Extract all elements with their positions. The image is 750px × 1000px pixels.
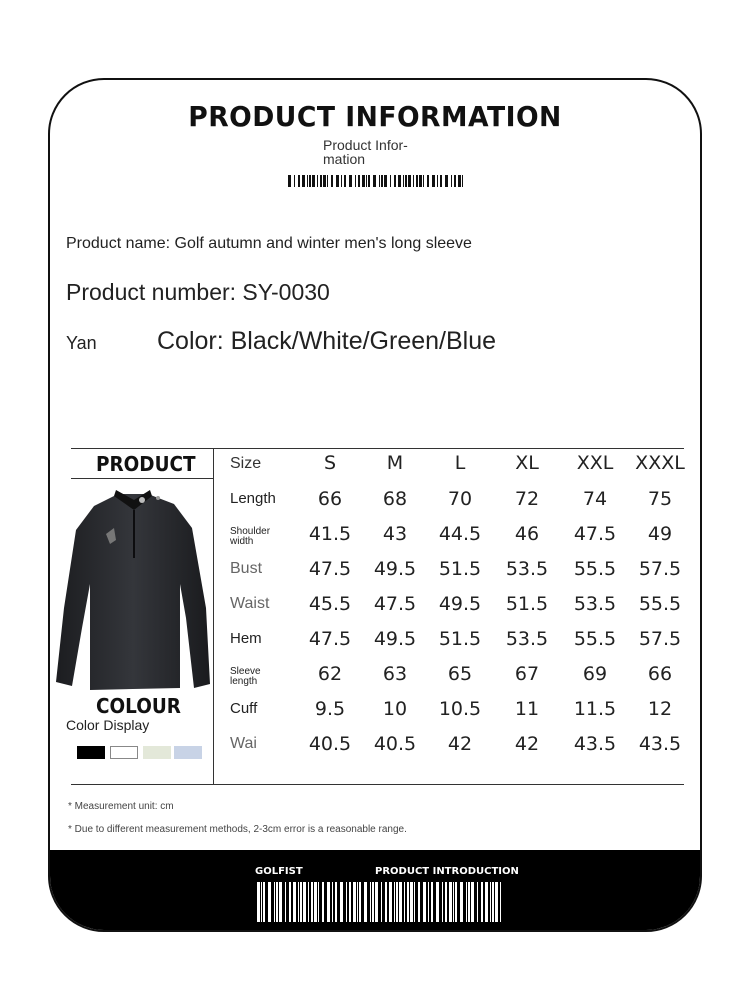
barcode-bar <box>389 882 392 922</box>
barcode-bar <box>423 882 426 922</box>
barcode-bar <box>432 175 435 187</box>
yan-label: Yan <box>66 333 97 353</box>
product-introduction-label: PRODUCT INTRODUCTION <box>375 866 519 877</box>
barcode-bar <box>373 175 376 187</box>
table-cell: 63 <box>382 663 408 685</box>
barcode-bar <box>307 175 308 187</box>
table-cell: 57.5 <box>638 628 682 650</box>
color-swatch <box>174 746 202 759</box>
barcode-bar <box>263 882 265 922</box>
product-info-card <box>48 78 702 932</box>
barcode-bar <box>285 882 286 922</box>
barcode-bar <box>268 882 271 922</box>
barcode-bar <box>375 882 378 922</box>
barcode-bar <box>405 175 407 187</box>
barcode-decoration-top <box>288 175 464 187</box>
table-cell: 66 <box>647 663 673 685</box>
barcode-bar <box>344 175 346 187</box>
table-cell: 49.5 <box>373 558 417 580</box>
size-header: Size <box>230 455 262 472</box>
table-cell: 45.5 <box>308 593 352 615</box>
barcode-bar <box>399 882 402 922</box>
barcode-bar <box>453 882 454 922</box>
barcode-bar <box>300 882 302 922</box>
table-cell: 74 <box>582 488 608 510</box>
row-label: Waist <box>230 595 270 612</box>
color-swatch <box>110 746 138 759</box>
table-cell: 66 <box>317 488 343 510</box>
barcode-bar <box>318 882 319 922</box>
barcode-bar <box>364 882 367 922</box>
barcode-bar <box>322 882 324 922</box>
barcode-bar <box>492 882 494 922</box>
barcode-bar <box>408 175 411 187</box>
row-label: Hem <box>230 630 262 647</box>
barcode-bar <box>485 882 488 922</box>
table-cell: 55.5 <box>573 628 617 650</box>
barcode-bar <box>481 882 483 922</box>
table-cell: 53.5 <box>573 593 617 615</box>
barcode-bar <box>398 175 401 187</box>
table-cell: 10.5 <box>438 698 482 720</box>
barcode-decoration-bottom <box>257 882 503 922</box>
table-cell: 12 <box>647 698 673 720</box>
barcode-bar <box>370 882 371 922</box>
barcode-bar <box>500 882 501 922</box>
table-cell: 49.5 <box>373 628 417 650</box>
product-number: Product number: SY-0030 <box>66 279 330 305</box>
barcode-bar <box>466 882 467 922</box>
barcode-bar <box>418 882 420 922</box>
table-cell: 43.5 <box>573 733 617 755</box>
row-label: Shoulder width <box>230 526 271 547</box>
barcode-bar <box>353 882 356 922</box>
barcode-bar <box>341 175 342 187</box>
barcode-bar <box>320 175 322 187</box>
barcode-bar <box>381 175 383 187</box>
row-label: Length <box>230 490 276 507</box>
color-swatch <box>143 746 171 759</box>
table-cell: 11 <box>514 698 540 720</box>
barcode-bar <box>414 882 415 922</box>
barcode-bar <box>428 882 429 922</box>
barcode-bar <box>390 175 391 187</box>
barcode-bar <box>416 175 418 187</box>
barcode-bar <box>455 882 457 922</box>
table-cell: 46 <box>514 523 540 545</box>
table-cell: 69 <box>582 663 608 685</box>
barcode-bar <box>302 175 305 187</box>
table-cell: 10 <box>382 698 408 720</box>
barcode-bar <box>449 882 452 922</box>
barcode-bar <box>274 882 275 922</box>
color-swatch <box>77 746 105 759</box>
barcode-bar <box>381 882 382 922</box>
barcode-bar <box>451 175 452 187</box>
barcode-bar <box>372 882 374 922</box>
size-col-xl: XL <box>515 452 539 474</box>
row-label: Wai <box>230 735 257 752</box>
barcode-bar <box>357 882 358 922</box>
barcode-bar <box>331 175 333 187</box>
table-cell: 42 <box>514 733 540 755</box>
product-name: Product name: Golf autumn and winter men's long sleeve <box>66 235 472 252</box>
barcode-bar <box>327 882 330 922</box>
table-cell: 41.5 <box>308 523 352 545</box>
barcode-bar <box>404 882 405 922</box>
barcode-bar <box>458 175 461 187</box>
barcode-bar <box>366 175 367 187</box>
table-cell: 43 <box>382 523 408 545</box>
subtitle: Product Infor- mation <box>323 137 408 167</box>
barcode-bar <box>362 175 365 187</box>
table-cell: 57.5 <box>638 558 682 580</box>
barcode-bar <box>314 882 317 922</box>
size-col-l: L <box>454 452 466 474</box>
barcode-bar <box>454 175 456 187</box>
table-cell: 47.5 <box>308 628 352 650</box>
size-col-xxxl: XXXL <box>635 452 685 474</box>
barcode-bar <box>477 882 478 922</box>
table-cell: 51.5 <box>505 593 549 615</box>
barcode-bar <box>349 882 351 922</box>
barcode-bar <box>294 175 295 187</box>
row-label: Cuff <box>230 700 258 717</box>
barcode-bar <box>261 882 262 922</box>
measurement-note: * Measurement unit: cm <box>68 801 174 812</box>
barcode-bar <box>490 882 491 922</box>
barcode-bar <box>442 882 443 922</box>
barcode-bar <box>368 175 370 187</box>
color-display-label: Color Display <box>66 717 150 733</box>
barcode-bar <box>436 882 439 922</box>
table-cell: 40.5 <box>308 733 352 755</box>
row-label: Sleeve length <box>230 666 261 687</box>
table-cell: 70 <box>447 488 473 510</box>
table-product-rule <box>71 478 213 479</box>
barcode-bar <box>423 175 424 187</box>
error-note: * Due to different measurement methods, 2-3cm error is a reasonable range. <box>68 824 407 835</box>
row-label: Bust <box>230 560 263 577</box>
barcode-bar <box>495 882 498 922</box>
size-col-xxl: XXL <box>576 452 614 474</box>
table-cell: 67 <box>514 663 540 685</box>
barcode-bar <box>349 175 352 187</box>
barcode-bar <box>293 882 296 922</box>
table-cell: 47.5 <box>373 593 417 615</box>
barcode-bar <box>384 175 387 187</box>
table-cell: 62 <box>317 663 343 685</box>
barcode-bar <box>312 175 315 187</box>
barcode-bar <box>445 882 447 922</box>
table-cell: 49.5 <box>438 593 482 615</box>
barcode-bar <box>379 175 380 187</box>
barcode-bar <box>289 882 291 922</box>
barcode-bar <box>394 882 395 922</box>
table-cell: 75 <box>647 488 673 510</box>
table-cell: 44.5 <box>438 523 482 545</box>
barcode-bar <box>359 882 361 922</box>
barcode-bar <box>407 882 409 922</box>
barcode-bar <box>327 175 328 187</box>
table-cell: 55.5 <box>573 558 617 580</box>
barcode-bar <box>471 882 474 922</box>
colour-header: COLOUR <box>96 694 181 718</box>
barcode-bar <box>410 882 413 922</box>
table-divider <box>213 448 214 784</box>
table-cell: 9.5 <box>314 698 346 720</box>
barcode-bar <box>413 175 414 187</box>
table-cell: 51.5 <box>438 558 482 580</box>
barcode-bar <box>323 175 326 187</box>
table-cell: 11.5 <box>573 698 617 720</box>
table-cell: 47.5 <box>573 523 617 545</box>
barcode-bar <box>346 882 347 922</box>
table-cell: 43.5 <box>638 733 682 755</box>
product-color: Color: Black/White/Green/Blue <box>157 327 497 355</box>
barcode-bar <box>309 175 311 187</box>
size-col-s: S <box>323 452 337 474</box>
table-cell: 42 <box>447 733 473 755</box>
table-cell: 53.5 <box>505 558 549 580</box>
barcode-bar <box>279 882 282 922</box>
barcode-bar <box>427 175 429 187</box>
barcode-bar <box>468 882 470 922</box>
table-cell: 65 <box>447 663 473 685</box>
barcode-bar <box>257 882 260 922</box>
barcode-bar <box>358 175 360 187</box>
footer-band <box>50 850 700 930</box>
table-top-rule <box>71 448 684 449</box>
barcode-bar <box>298 175 300 187</box>
barcode-bar <box>437 175 438 187</box>
barcode-bar <box>276 882 278 922</box>
barcode-bar <box>460 882 463 922</box>
barcode-bar <box>332 882 333 922</box>
barcode-bar <box>336 175 339 187</box>
barcode-bar <box>403 175 404 187</box>
barcode-bar <box>462 175 463 187</box>
barcode-bar <box>317 175 318 187</box>
barcode-bar <box>298 882 299 922</box>
table-cell: 68 <box>382 488 408 510</box>
table-cell: 51.5 <box>438 628 482 650</box>
barcode-bar <box>385 882 387 922</box>
barcode-bar <box>288 175 291 187</box>
product-header: PRODUCT <box>96 452 196 476</box>
brand-label: GOLFIST <box>255 866 303 877</box>
table-cell: 53.5 <box>505 628 549 650</box>
table-cell: 49 <box>647 523 673 545</box>
barcode-bar <box>440 175 442 187</box>
page-title: PRODUCT INFORMATION <box>188 100 562 133</box>
barcode-bar <box>303 882 306 922</box>
barcode-bar <box>308 882 309 922</box>
barcode-bar <box>419 175 422 187</box>
barcode-bar <box>355 175 356 187</box>
barcode-bar <box>394 175 396 187</box>
table-cell: 47.5 <box>308 558 352 580</box>
barcode-bar <box>396 882 398 922</box>
table-cell: 72 <box>514 488 540 510</box>
barcode-bar <box>340 882 343 922</box>
shirt-image <box>54 488 212 702</box>
barcode-bar <box>311 882 313 922</box>
barcode-bar <box>445 175 448 187</box>
size-col-m: M <box>386 452 404 474</box>
table-cell: 55.5 <box>638 593 682 615</box>
barcode-bar <box>335 882 337 922</box>
table-bottom-rule <box>71 784 684 785</box>
barcode-bar <box>431 882 433 922</box>
table-cell: 40.5 <box>373 733 417 755</box>
